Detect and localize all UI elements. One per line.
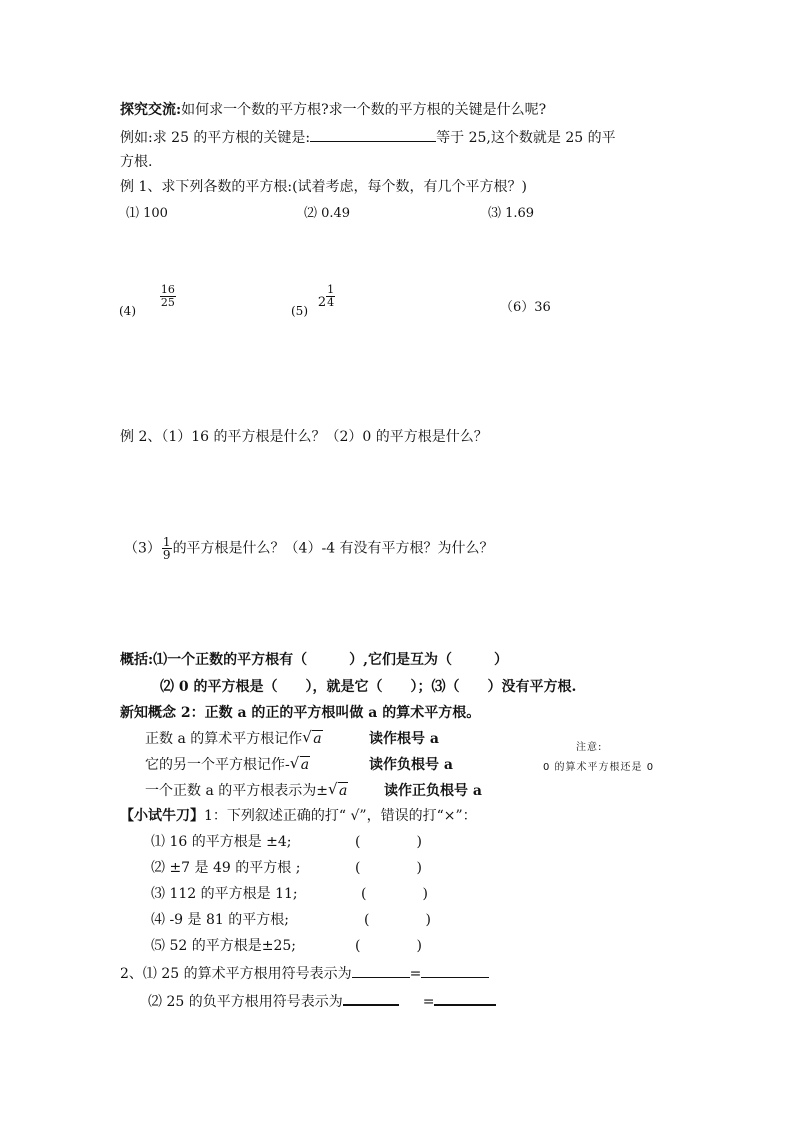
ex1-item-4 [119, 283, 176, 318]
concept-line: 新知概念 2：正数 a 的正的平方根叫做 a 的算术平方根。 [120, 705, 481, 721]
neg-root-line [145, 756, 310, 774]
fraction-numerator: 16 [160, 283, 175, 296]
example-key-continuation: 方根. [120, 154, 153, 170]
equals-sign: = [422, 994, 435, 1010]
example-key-line [120, 127, 616, 147]
explore-line [120, 101, 546, 119]
fraction-1-9 [162, 536, 172, 561]
fraction-16-25 [160, 284, 176, 309]
fraction-numerator: 1 [327, 283, 335, 296]
note-title: 注意: [576, 742, 603, 753]
summary-label: 概括: [120, 652, 154, 668]
fraction-numerator: 1 [162, 535, 171, 549]
q2a-text: 2、⑴ 25 的算术平方根用符号表示为 [120, 966, 352, 982]
exercise-item-2-paren[interactable]: ( ) [355, 860, 422, 876]
exercise-item-5-paren[interactable]: ( ) [355, 938, 422, 954]
neg-root-read: 读作负根号 a [369, 757, 453, 773]
exercise-q2a [120, 963, 489, 983]
neg-sqrt-a-symbol [291, 756, 310, 774]
ex1-item-5-label: (5) [291, 304, 308, 318]
example-key-prefix: 例如:求 25 的平方根的关键是: [120, 130, 311, 146]
equals-sign: = [409, 966, 422, 982]
exercise-q2b [148, 990, 496, 1011]
ex2-line1: 例 2、（1）16 的平方根是什么？（2）0 的平方根是什么？ [120, 429, 488, 445]
exercise-item-3-paren[interactable]: ( ) [361, 886, 428, 902]
ex1-item-1: ⑴ 100 [126, 206, 168, 221]
ex1-item-5 [291, 283, 335, 318]
q2a-blank-2[interactable] [421, 963, 489, 978]
exercise-line [120, 807, 477, 825]
q2b-text: ⑵ 25 的负平方根用符号表示为 [148, 994, 343, 1010]
exercise-item-1: ⑴ 16 的平方根是 ±4; [151, 834, 292, 850]
neg-sign: - [285, 757, 290, 773]
arith-root-prefix: 正数 a 的算术平方根记作 [145, 731, 303, 747]
neg-root-prefix: 它的另一个平方根记作 [145, 757, 285, 773]
exercise-title: 【小试牛刀】 [120, 808, 204, 824]
ex2-line2-suffix: 的平方根是什么？（4）-4 有没有平方根？为什么？ [172, 540, 494, 557]
radicand: a [338, 783, 348, 799]
example-key-suffix: 等于 25,这个数就是 25 的平 [436, 130, 616, 146]
explore-question: 如何求一个数的平方根?求一个数的平方根的关键是什么呢? [181, 102, 547, 118]
exercise-item-5: ⑸ 52 的平方根是±25; [151, 938, 296, 954]
note-text: 0 的算术平方根还是 0 [543, 762, 655, 773]
explore-title: 探究交流: [120, 102, 182, 118]
fraction-denominator: 25 [160, 296, 175, 309]
pm-root-read: 读作正负根号 a [384, 783, 482, 799]
summary-p1: ⑴一个正数的平方根有（ ）,它们是互为（ ） [153, 652, 509, 668]
pm-sign: ± [316, 783, 328, 799]
arith-root-line [145, 730, 323, 748]
sqrt-a-symbol [303, 730, 322, 748]
exercise-intro: 1：下列叙述正确的打“ √”，错误的打“×”： [204, 808, 477, 824]
ex2-line2-prefix: （3） [124, 540, 161, 557]
radicand: a [313, 731, 322, 747]
ex1-item-3: ⑶ 1.69 [488, 206, 535, 221]
exercise-item-2: ⑵ ±7 是 49 的平方根 ; [151, 860, 301, 876]
radicand: a [300, 757, 310, 773]
summary-line2: ⑵ 0 的平方根是（ ），就是它（ ）；⑶（ ）没有平方根. [160, 679, 577, 695]
q2b-blank-1[interactable] [343, 990, 399, 1006]
ex1-title: 例 1、求下列各数的平方根:(试着考虑，每个数，有几个平方根？) [120, 179, 527, 195]
answer-blank[interactable] [310, 127, 436, 142]
ex1-item-6: （6）36 [500, 300, 551, 315]
ex1-item-2: ⑵ 0.49 [304, 206, 351, 221]
ex2-line2 [124, 536, 494, 561]
mixed-number-whole: 2 [317, 295, 327, 310]
arith-root-read: 读作根号 a [369, 731, 439, 747]
ex1-item-4-label: (4) [119, 304, 136, 318]
exercise-item-3: ⑶ 112 的平方根是 11; [151, 886, 298, 902]
q2b-blank-2[interactable] [434, 990, 496, 1006]
pm-root-line [145, 782, 348, 800]
fraction-denominator: 4 [327, 296, 335, 309]
exercise-item-4: ⑷ -9 是 81 的平方根; [151, 912, 289, 928]
pm-root-prefix: 一个正数 a 的平方根表示为 [145, 783, 317, 799]
fraction-denominator: 9 [162, 548, 171, 562]
pm-sqrt-a-symbol [329, 782, 348, 800]
exercise-item-4-paren[interactable]: ( ) [364, 912, 431, 928]
q2a-blank-1[interactable] [352, 963, 410, 978]
exercise-item-1-paren[interactable]: ( ) [355, 834, 422, 850]
fraction-1-4 [326, 284, 335, 309]
summary-line1 [120, 651, 508, 669]
